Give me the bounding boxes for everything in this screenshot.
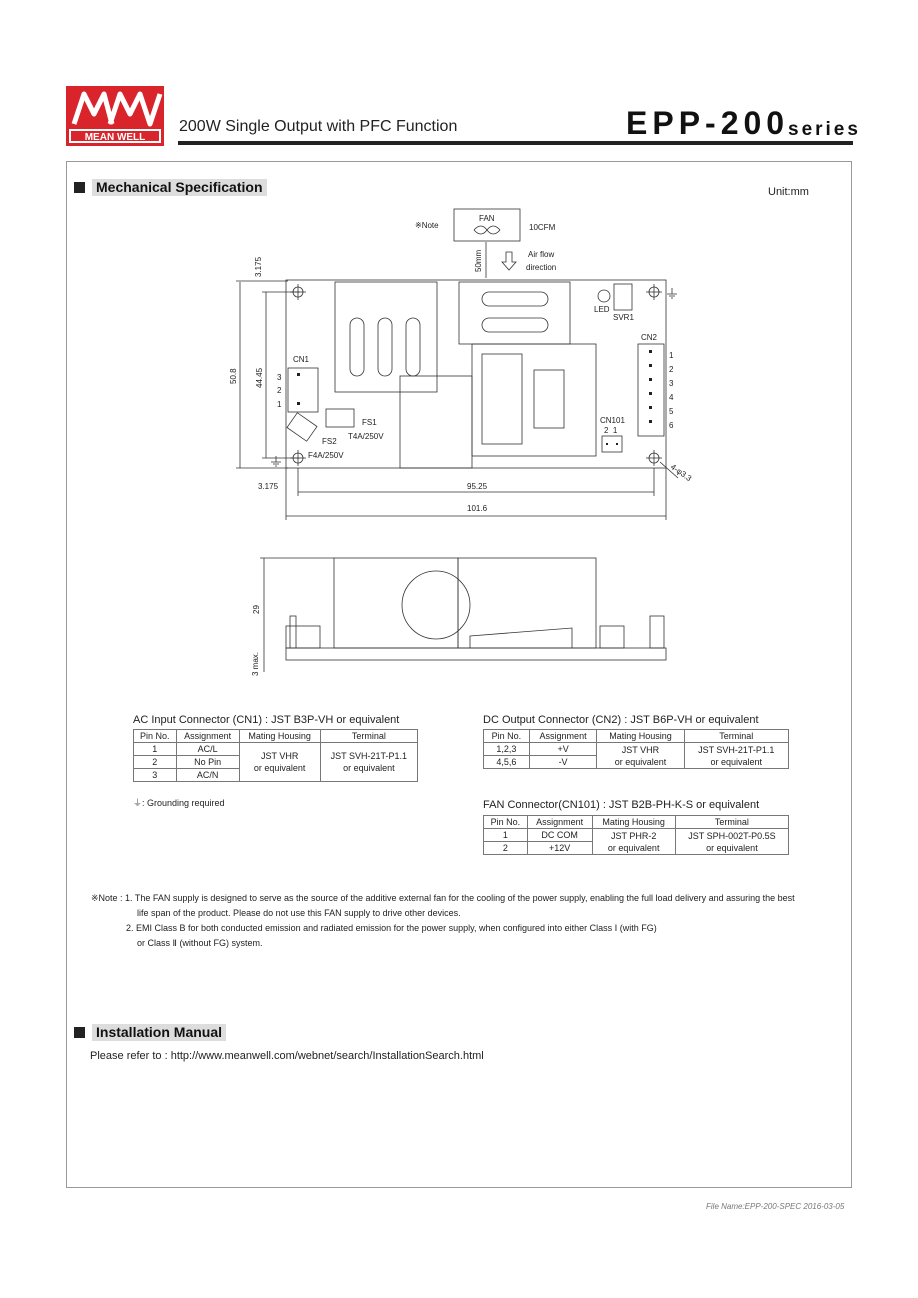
table-header: Terminal [675, 816, 788, 829]
fan-table [483, 815, 789, 855]
table-header: Terminal [320, 730, 417, 743]
airflow-line1: Air flow [528, 250, 555, 259]
ground-icon: ⏚ [133, 798, 143, 808]
table-header: Assignment [529, 730, 597, 743]
side-max: 3 max. [251, 651, 260, 676]
note-1: ※Note : 1. The FAN supply is designed to serve as the source of the additive external fan for the cooling of the power supply, enabling the full load delivery and assuring the best [91, 893, 795, 903]
table-header: Mating Housing [597, 730, 684, 743]
fs2-fuse [287, 413, 317, 442]
fs1-label: FS1 [362, 418, 377, 427]
unit-label: Unit:mm [768, 186, 809, 198]
dim-width: 101.6 [467, 504, 488, 513]
fs1-rating: T4A/250V [348, 432, 384, 441]
heatsink-2 [459, 282, 570, 344]
dim-top: 3.175 [254, 256, 263, 277]
cn2-pin: 4 [669, 393, 674, 402]
cn1-table [133, 729, 418, 782]
section-installation [74, 1024, 226, 1041]
grounding-note: ⏚: Grounding required [133, 798, 225, 808]
fan-note: ※Note [415, 221, 439, 230]
table-header: Terminal [684, 730, 788, 743]
table-row: 4,5,6 -V [484, 756, 789, 769]
led-label: LED [594, 305, 610, 314]
table-header: Assignment [527, 816, 592, 829]
cn2-pin: 1 [669, 351, 674, 360]
side-capacitor [402, 571, 470, 639]
fan-cfm: 10CFM [529, 223, 556, 232]
table-header: Pin No. [484, 730, 530, 743]
cn101-connector [602, 436, 622, 452]
table-row: 1,2,3 +V JST VHR or equivalent JST SVH-21T-P1.1 or equivalent [484, 743, 789, 756]
table-row: 2 +12V [484, 842, 789, 855]
installation-link[interactable]: Please refer to : http://www.meanwell.com/webnet/search/InstallationSearch.html [90, 1050, 484, 1062]
section-title: Installation Manual [92, 1024, 226, 1041]
fs2-rating: F4A/250V [308, 451, 344, 460]
fs1-fuse [326, 409, 354, 427]
section-bullet-icon [74, 1027, 85, 1038]
table-header: Assignment [176, 730, 239, 743]
table-header: Pin No. [484, 816, 528, 829]
note-2: 2. EMI Class B for both conducted emission and radiated emission for the power supply, when configured into either Class Ⅰ (with FG) [126, 923, 657, 933]
model-name: EPP-200 [626, 105, 790, 141]
cn101-label: CN101 [600, 416, 625, 425]
led-icon [598, 290, 610, 302]
cn1-pin: 1 [277, 400, 282, 409]
fan-label: FAN [479, 214, 495, 223]
cn1-pin: 3 [277, 373, 282, 382]
page-subtitle: 200W Single Output with PFC Function [179, 118, 458, 135]
svr-label: SVR1 [613, 313, 634, 322]
file-footer: File Name:EPP-200-SPEC 2016-03-05 [706, 1202, 845, 1211]
dim-inner: 44.45 [255, 367, 264, 388]
cn1-label: CN1 [293, 355, 310, 364]
cn2-table [483, 729, 789, 769]
cn2-pin: 2 [669, 365, 674, 374]
ground-icon [667, 288, 677, 298]
table-header: Pin No. [134, 730, 177, 743]
side-view-base [286, 648, 666, 660]
cn101-pins: 2 1 [604, 426, 618, 435]
fan-caption: FAN Connector(CN101) : JST B2B-PH-K-S or equivalent [483, 799, 760, 811]
svr1 [614, 284, 632, 310]
airflow-line2: direction [526, 263, 557, 272]
cn1-caption: AC Input Connector (CN1) : JST B3P-VH or equivalent [133, 714, 400, 726]
airflow-arrow-icon [502, 252, 516, 270]
table-row: 2 No Pin [134, 756, 418, 769]
logo-text: MEAN WELL [84, 132, 146, 143]
hole-spec: 4-φ3.3 [668, 462, 694, 484]
cn1-pin: 2 [277, 386, 282, 395]
fan-distance: 50mm [474, 249, 483, 272]
table-header: Mating Housing [592, 816, 675, 829]
note-2-cont: or Class Ⅱ (without FG) system. [137, 938, 263, 948]
table-row: 3 AC/N [134, 769, 418, 782]
section-title: Mechanical Specification [92, 179, 267, 196]
cn1-connector [288, 368, 318, 412]
dim-inner-width: 95.25 [467, 482, 488, 491]
cn2-label: CN2 [641, 333, 658, 342]
table-row: 1 DC COM JST PHR-2 or equivalent JST SPH-002T-P0.5S or equivalent [484, 829, 789, 842]
cn2-pin: 5 [669, 407, 674, 416]
cn2-pin: 3 [669, 379, 674, 388]
cn2-pin: 6 [669, 421, 674, 430]
series-label: series [788, 119, 861, 140]
dim-left: 3.175 [258, 482, 279, 491]
note-1-cont: life span of the product. Please do not use this FAN supply to drive other devices. [137, 908, 461, 918]
fs2-label: FS2 [322, 437, 337, 446]
dim-height: 50.8 [229, 368, 238, 384]
table-header: Mating Housing [239, 730, 320, 743]
table-row: 1 AC/L JST VHR or equivalent JST SVH-21T-P1.1 or equivalent [134, 743, 418, 756]
side-height: 29 [252, 605, 261, 614]
cn2-caption: DC Output Connector (CN2) : JST B6P-VH or equivalent [483, 714, 759, 726]
